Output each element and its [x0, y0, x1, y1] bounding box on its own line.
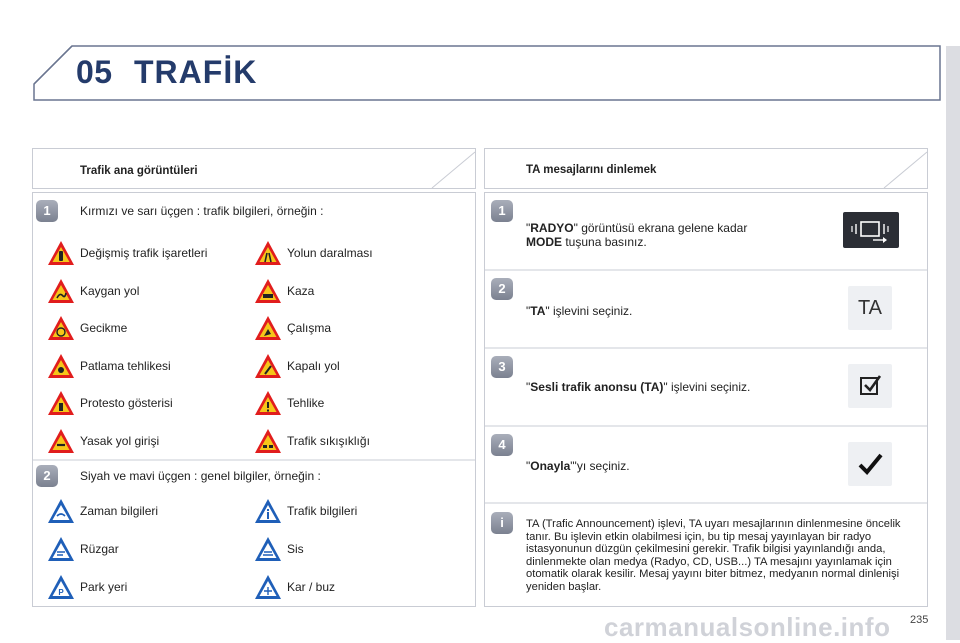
sign-label: Değişmiş trafik işaretleri [80, 246, 208, 260]
sign-label: Yasak yol girişi [80, 433, 160, 448]
checkbox-icon [848, 364, 892, 408]
sign-label: Yolun daralması [287, 246, 373, 260]
checkmark-icon [848, 442, 892, 486]
sign-label: Rüzgar [80, 542, 119, 556]
fog-icon [254, 536, 282, 562]
ta-step-badge-2: 2 [491, 278, 513, 300]
sign-label: Sis [287, 542, 304, 556]
ta-step-1-line-2: MODE tuşuna basınız. [526, 235, 647, 249]
roadworks-icon [254, 315, 282, 341]
sign-label: Protesto gösterisi [80, 396, 173, 410]
chapter-number: 05 [76, 54, 113, 90]
weather-icon [47, 498, 75, 524]
sign-label: Çalışma [287, 321, 332, 335]
info-i-icon: i [491, 512, 513, 534]
radio-mode-icon [843, 212, 899, 248]
sign-label: Kaza [287, 283, 315, 298]
ta-step-badge-3: 3 [491, 356, 513, 378]
sign-label: Kaygan yol [80, 283, 140, 298]
ta-step-badge-4: 4 [491, 434, 513, 456]
ta-step-1-line-1: "RADYO" görüntüsü ekrana gelene kadar [526, 221, 748, 235]
right-section-title: TA mesajlarını dinlemek [526, 164, 657, 176]
step-badge-2: 2 [36, 465, 58, 487]
page-number: 235 [910, 614, 929, 626]
ta-info-paragraph: TA (Trafic Announcement) işlevi, TA uyarı mesajlarının dinlenmesine öncelik tanır. Bu işlevin etkin olabilmesi için, bu tip mesaj yayınlayan bir radyo istasyonunun düzgün çekilmesini gerekir. Trafik bilgisi yayınlandığı anda, dinlenmekte olan medya (Radyo, CD, USB...) TA mesajını yayınlamak için otomatik olarak kesilir. Mesaj yayını biter bitmez, medyanın normal dinlenişi yeniden başlar. [526, 518, 901, 593]
ta-step-3-text: "Sesli trafik anonsu (TA)" işlevini seçiniz. [526, 380, 751, 394]
sign-label: Kapalı yol [287, 358, 340, 373]
traffic-light-icon [47, 240, 75, 266]
ta-step-2-text: "TA" işlevini seçiniz. [526, 304, 633, 318]
ta-step-4-text: "Onayla"'yı seçiniz. [526, 459, 630, 473]
explosion-icon [47, 353, 75, 379]
left-section-title: Trafik ana görüntüleri [80, 165, 198, 177]
road-closed-icon [254, 353, 282, 379]
no-entry-icon [47, 428, 75, 454]
accident-icon [254, 278, 282, 304]
ta-icon-label: TA [857, 297, 883, 319]
ta-step-badge-1: 1 [491, 200, 513, 222]
wind-icon [47, 536, 75, 562]
svg-text:P: P [58, 588, 64, 597]
traffic-jam-icon [254, 428, 282, 454]
sign-label: Gecikme [80, 321, 128, 335]
sign-label: Zaman bilgileri [80, 504, 159, 518]
sign-label: Trafik sıkışıklığı [287, 433, 370, 448]
side-tab-strip [946, 46, 960, 640]
sign-label: Trafik bilgileri [287, 504, 358, 518]
sign-label: Park yeri [80, 580, 128, 594]
sign-label: Patlama tehlikesi [80, 358, 171, 373]
parking-icon [47, 574, 75, 600]
sign-label: Tehlike [287, 396, 325, 410]
watermark: carmanualsonline.info [604, 612, 891, 642]
protest-icon [47, 390, 75, 416]
chapter-title: TRAFİK [134, 54, 258, 90]
delay-icon [47, 315, 75, 341]
snow-icon [254, 574, 282, 600]
red-triangle-intro: Kırmızı ve sarı üçgen : trafik bilgileri, örneğin : [80, 204, 324, 218]
slippery-road-icon [47, 278, 75, 304]
ta-icon [848, 286, 892, 330]
danger-icon [254, 390, 282, 416]
blue-triangle-intro: Siyah ve mavi üçgen : genel bilgiler, örneğin : [80, 469, 321, 483]
road-narrowing-icon [254, 240, 282, 266]
info-icon [254, 498, 282, 524]
step-badge-1: 1 [36, 200, 58, 222]
sign-label: Kar / buz [287, 580, 336, 594]
